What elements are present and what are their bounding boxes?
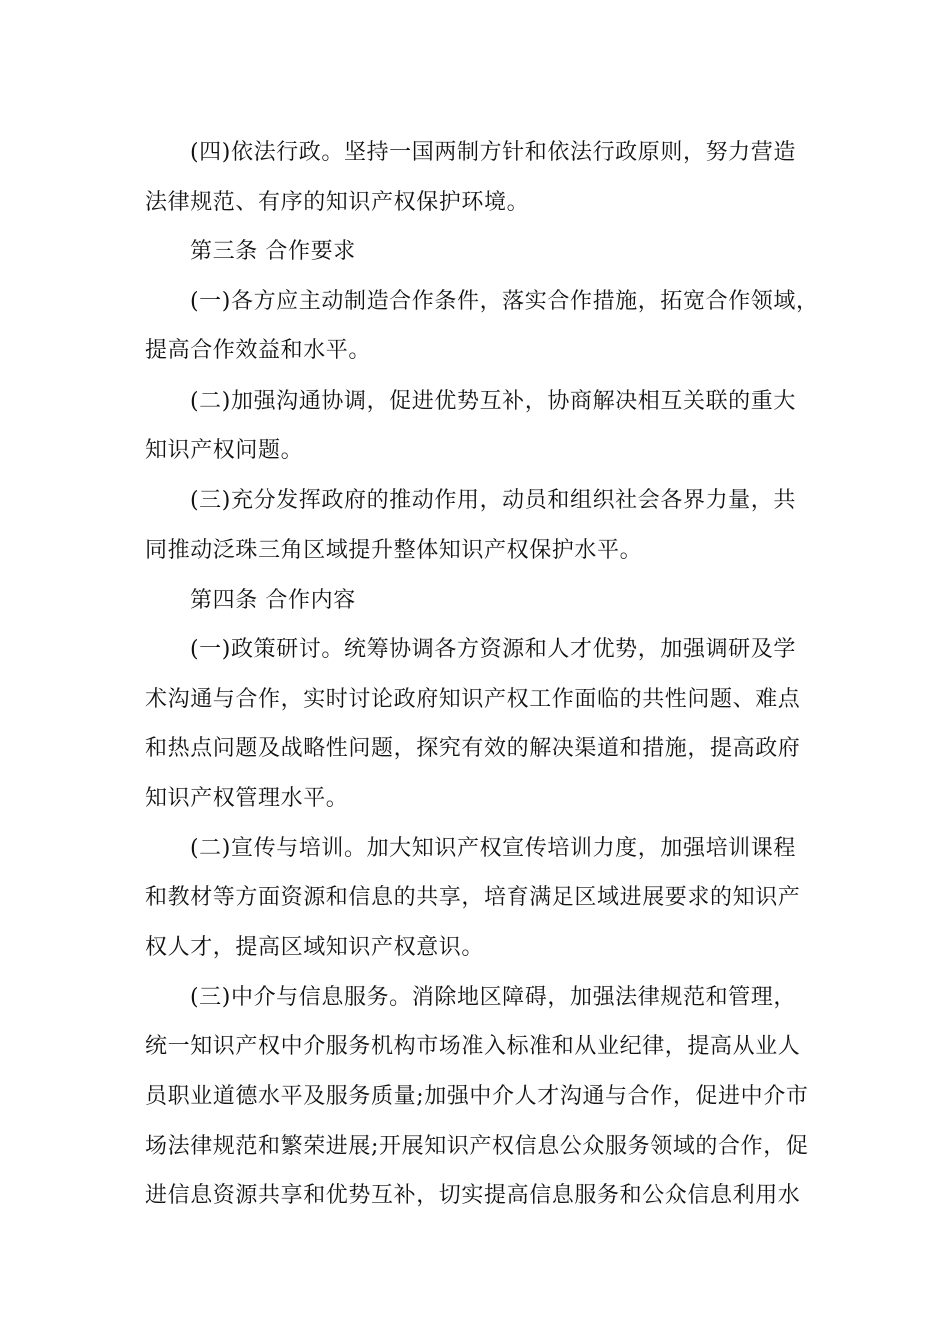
paragraph-line: 法律规范、有序的知识产权保护环境。 [145, 190, 530, 215]
paragraph-line: (四)依法行政。坚持一国两制方针和依法行政原则，努力营造 [190, 140, 796, 165]
article-heading: 第三条 合作要求 [190, 239, 356, 264]
paragraph-line: (三)中介与信息服务。消除地区障碍，加强法律规范和管理， [190, 985, 796, 1010]
paragraph-line: 和教材等方面资源和信息的共享，培育满足区域进展要求的知识产 [145, 885, 801, 910]
article-heading: 第四条 合作内容 [190, 588, 356, 613]
paragraph-line: 和热点问题及战略性问题，探究有效的解决渠道和措施，提高政府 [145, 736, 801, 761]
paragraph-line: 场法律规范和繁荣进展;开展知识产权信息公众服务领域的合作，促 [145, 1134, 809, 1159]
paragraph-line: (三)充分发挥政府的推动作用，动员和组织社会各界力量，共 [190, 488, 796, 513]
paragraph-line: 知识产权管理水平。 [145, 786, 349, 811]
paragraph-line: 同推动泛珠三角区域提升整体知识产权保护水平。 [145, 538, 643, 563]
paragraph-line: 提高合作效益和水平。 [145, 338, 372, 363]
paragraph-line: 进信息资源共享和优势互补，切实提高信息服务和公众信息利用水 [145, 1183, 801, 1208]
paragraph-line: (一)各方应主动制造合作条件，落实合作措施，拓宽合作领域， [190, 289, 819, 314]
paragraph-line: 权人才，提高区域知识产权意识。 [145, 935, 485, 960]
paragraph-line: 员职业道德水平及服务质量;加强中介人才沟通与合作，促进中介市 [145, 1084, 809, 1109]
paragraph-line: (二)宣传与培训。加大知识产权宣传培训力度，加强培训课程 [190, 836, 796, 861]
paragraph-line: 知识产权问题。 [145, 438, 304, 463]
paragraph-line: 术沟通与合作，实时讨论政府知识产权工作面临的共性问题、难点 [145, 687, 801, 712]
paragraph-line: 统一知识产权中介服务机构市场准入标准和从业纪律，提高从业人 [145, 1034, 801, 1059]
paragraph-line: (一)政策研讨。统筹协调各方资源和人才优势，加强调研及学 [190, 637, 796, 662]
paragraph-line: (二)加强沟通协调，促进优势互补，协商解决相互关联的重大 [190, 389, 796, 414]
